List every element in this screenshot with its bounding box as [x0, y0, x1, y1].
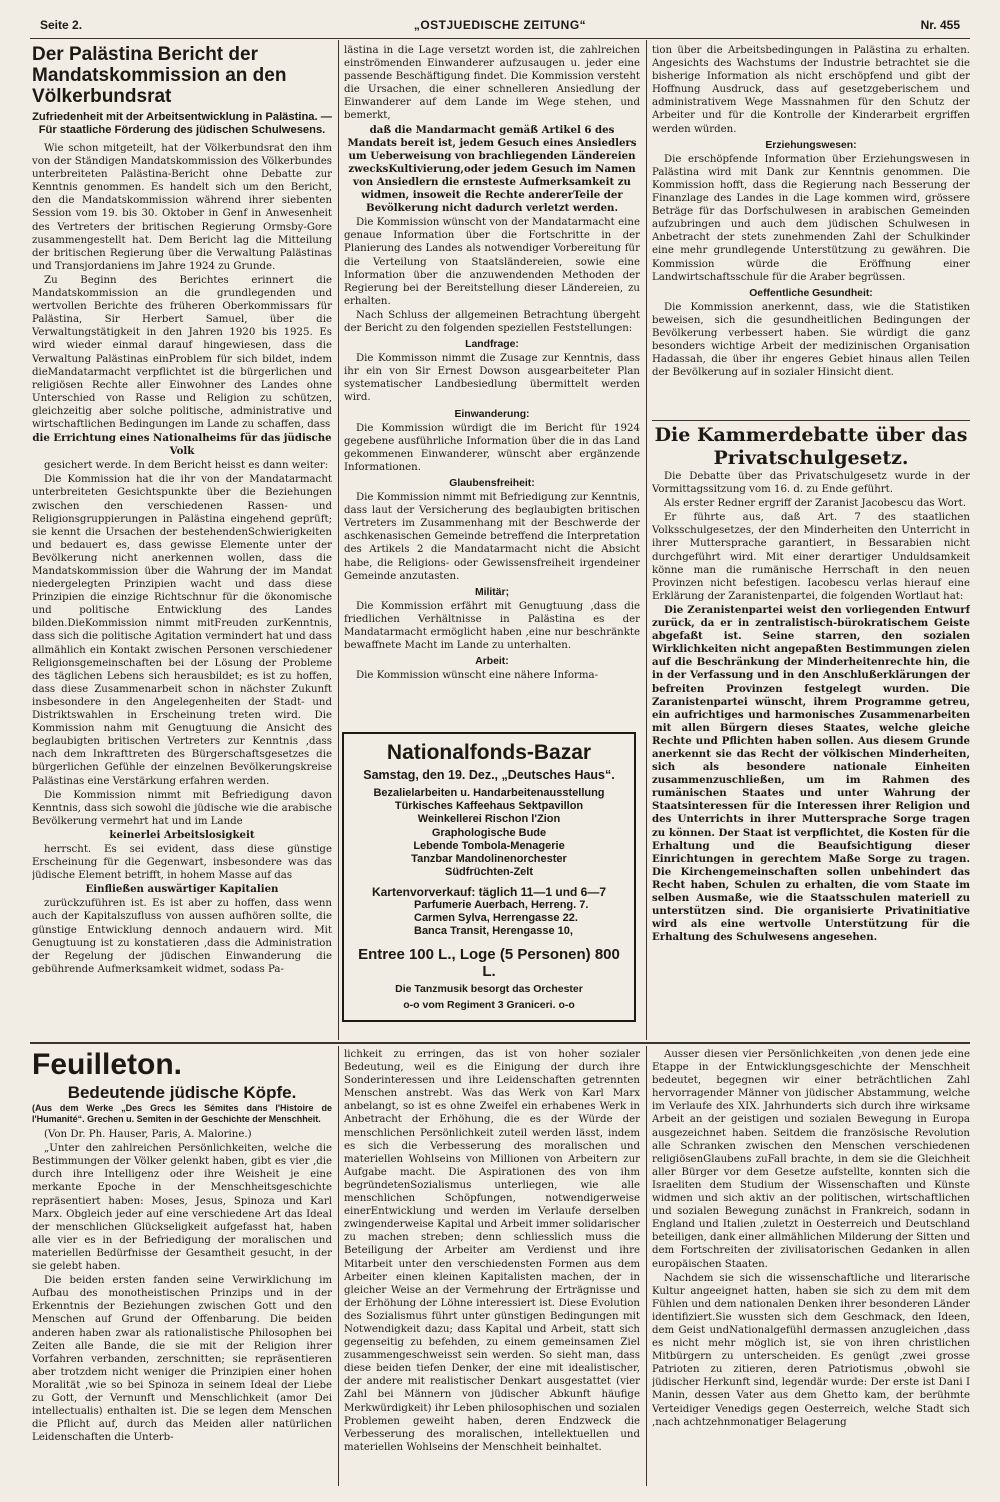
- article-kammerdebatte: [652, 424, 970, 1038]
- lead-line: die Errichtung eines Nationalheims für das jüdische Volk: [32, 432, 332, 458]
- paragraph: Wie schon mitgeteilt, hat der Völkerbundsrat den ihm von der Ständigen Mandatskommission des Völkerbundes unterbreiteten Palästina-Bericht ohne Debatte zur Kenntnis genommen. Es handelt sich um den Bericht, den die Mandatskommission während ihrer siebenten Session vom 19. bis 30. Oktober in Genf in Anwesenheit des Vertreters der britischen Regierung Ormsby-Gore zusammengestellt hat. Dem Bericht lag die Mitteilung der britischen Regierung über die Verwaltung Palästinas und Transjordaniens im Jahre 1924 zu Grunde.: [32, 143, 332, 272]
- article-palestine-column-2: [344, 44, 640, 724]
- ad-venue: Carmen Sylva, Herrengasse 22.: [414, 912, 578, 925]
- ad-presale: Kartenvorverkauf: täglich 11—1 und 6—7: [371, 885, 607, 900]
- section-heading: Militär;: [474, 586, 510, 598]
- column-rule: [646, 1046, 647, 1486]
- feuilleton-title: Bedeutende jüdische Köpfe.: [67, 1083, 297, 1102]
- ad-program-item: Lebende Tombola-Menagerie: [413, 839, 565, 852]
- paragraph: Die Kommission erfährt mit Genugtuung ,dass die friedlichen Verhältnisse in Palästina es der Mandatarmacht ermöglicht haben ,eine nur beschränkte bewaffnete Macht im Lande zu unterhalten.: [344, 600, 640, 652]
- column-rule: [338, 40, 339, 1040]
- paragraph: Nachdem sie sich die wissenschaftliche und literarische Kultur angeeignet hatten, haben sie sich zu dem mit dem Fühlen und dem nationalen Denken ihrer besonderen Länder identifiziert.Sie wussten sich dem Geschmack, den Ideen, dem Geist undNationalgefühl dermassen anzugleichen ,dass es nicht mehr möglich ist, sie von ihren christlichen Mitbürgern zu unterscheiden. Es genügt ,zwei grosse Patrioten zu zitieren, deren Patriotismus ,obwohl sie jüdischer Herkunft sind, legendär wurde: Der erste ist Dani I Manin, dessen Vater aus dem Ghetto kam, der berühmte Verteidiger Venedigs gegen Oesterreich, welche Stadt sich ,nach achtzehnmonatiger Belagerung: [652, 1272, 970, 1428]
- paragraph: Die Kommission hat die ihr von der Mandatarmacht unterbreiteten Gesichtspunkte über die Beziehungen zwischen den verschiedenen Rassen- und Religionsgruppierungen in Palästina eingehend geprüft; sie kennt die Ursachen der bestehendenSchwierigkeiten und bedauert es, dass gewisse Elemente unter der Bevölkerung nicht anerkennen wollen, dass die Mandatskommission über die Wahrung der im Mandat niedergelegten Prinzipien wacht und dass diese Prinzipien die einzige Richtschnur für die ökonomische und politische Entwicklung des Landes bilden.DieKommission nimmt mitFreuden zurKenntnis, dass sich die politische Agitation vermindert hat und dass allmählich ein Kontakt zwischen Personen verschiedener Religionsgemeinschaften bei der Lösung der Probleme des täglichen Lebens sich herausbildet; es ist zu hoffen, dass diese Zusammenarbeit schon in nächster Zukunft insbesondere in den Angelegenheiten der Stadt- und Distriktswahlen in Erscheinung treten wird. Die Kommission nahm mit Genugtuung die Ansicht des beglaubigten britischen Vertreters zur Kenntnis ,dass nach dem Inkrafttreten des Bürgerschaftsgesetzes die bürgerlichen Gefühle der einzelnen Bevölkerungskreise Palästinas eine Verstärkung erfahren werden.: [32, 474, 332, 787]
- ad-music: o-o vom Regiment 3 Graniceri. o-o: [403, 998, 575, 1011]
- section-heading: Landfrage:: [465, 339, 519, 351]
- paragraph: Er führte aus, daß Art. 7 des staatlichen Volksschulgesetzes, der den Minderheiten den Unterricht in ihrer Muttersprache garantiert, in Bessarabien nicht durchgeführt wird. Mit einer derartiger Unduldsamkeit könne man die rumänische Herrschaft in den neuen Provinzen nicht befestigen. Iacobescu verlas hierauf eine Erklärung der Zaranistenpartei, die folgenden Wortlaut hat:: [652, 512, 970, 602]
- section-heading: Erziehungswesen:: [765, 139, 857, 151]
- paragraph: lichkeit zu erringen, das ist von hoher sozialer Bedeutung, weil es die Einigung der durch ihre Sonderinteressen und ihre Leidenschaften getrennten Menschen anstrebt. Was das Werk von Karl Marx anbelangt, so ist es ohne Zweifel ein erhabenes Werk in Anbetracht der Erhöhung, die es der Würde der menschlichen Persönlichkeit zuteil werden lässt, indem es sich die Verbesserung des moralischen und materiellen Wohlseins von Millionen von Arbeitern zur Aufgabe macht. Die Aspirationen des von ihm begründetenSozialismus unterliegen, wie alle menschlichen Schöpfungen, notwendigerweise einerEntwicklung und werden im Verlaufe derselben zwingenderweise Kapital und Arbeit immer solidarischer zu machen streben; denn schliesslich muss die Beteiligung der Arbeiter am Verdienst und ihre Mitarbeit unter den verschiedensten Formen aus dem Arbeiter einen kleinen Kapitalisten machen, der in gleicher Weise an der Vermehrung der Erträgnisse und der Erhöhung der Löhne interessiert ist. Diese Evolution des Sozialismus führt unter günstigen Bedingungen mit Notwendigkeit dazu; dass Kapital und Arbeit, statt sich gegenseitig zu befehden, zu einem gemeinsamen Ziel zusammengeschweisst sein werden. So sieht man, dass diese beiden tiefen Denker, der eine mit idealistischer, der andere mit realistischer Denkart ausgestattet (vier Zahl bei Männern von jüdischer Abkunft häufige Merkwürdigkeit) ihr Leben philosophischen und sozialen Problemen geweiht haben, deren Endzweck die Verbesserung des moralischen, intellektuellen und materiellen Wohlseins der Menschheit beinhaltet.: [344, 1049, 640, 1453]
- feuilleton-source: (Aus dem Werke „Des Grecs les Sémites dans l'Histoire de l'Humanité“. Grechen u. Semiten in der Geschichte der Menschheit.: [32, 1103, 332, 1125]
- ad-program-item: Graphologische Bude: [431, 826, 547, 839]
- ad-entree: Entree 100 L., Loge (5 Personen) 800 L.: [358, 946, 620, 981]
- bold-passage: daß die Mandarmacht gemäß Artikel 6 des Mandats bereit ist, jedem Gesuch eines Ansiedlers um Ueberweisung von brachliegenden Ländereien zwecksKultivierung,oder jedem Gesuch im Namen von Ansiedlern die ernsteste Aufmerksamkeit zu widmen, insoweit die Rechte andererTeile der Bevölkerung nicht dadurch verletzt werden.: [347, 123, 637, 215]
- article-subheadline: Zufriedenheit mit der Arbeitsentwicklung in Palästina. — Für staatliche Förderung des jüdischen Schulwesens.: [32, 111, 332, 136]
- paragraph: „Unter den zahlreichen Persönlichkeiten, welche die Bestimmungen der Völker gelenkt haben, gibt es vier ,die durch ihre Intelligenz oder ihre Weisheit je eine merkante Epoche in der Menschheitsgeschichte repräsentiert haben: Moses, Jesus, Spinoza und Karl Marx. Obgleich jeder auf eine verschiedene Art das Ideal der menschlichen Glückseligkeit aufgefasst hat, haben alle vier es in der Befriedigung der moralischen und materiellen Bedürfnisse der Gesamtheit gesucht, in der sie gelebt haben.: [32, 1143, 332, 1273]
- section-heading: Arbeit:: [475, 656, 509, 668]
- feuilleton-column-3: [652, 1048, 970, 1488]
- issue-number: Nr. 455: [920, 18, 960, 32]
- section-heading: Einwanderung:: [454, 408, 530, 420]
- paragraph: Zu Beginn des Berichtes erinnert die Mandatskommission an die grundlegenden und wertvollen Berichte des früheren Oberkommissars für Palästina, Sir Herbert Samuel, über die Verwaltungstätigkeit in den Jahren 1920 bis 1925. Es wird wieder einmal darauf hingewiesen, dass die Verwaltung Palästinas einProblem für sich bildet, indem dieMandatarmacht verpflichtet ist die bürgerlichen und religiösen Rechte aller Einwohner des Landes ohne Unterschied von Rasse und Religion zu schützen, gleichzeitig aber solche politische, administrative und wirtschaftlichen Bedingungen im Lande zu schaffen, dass: [32, 274, 332, 430]
- bazar-advertisement: [342, 732, 636, 1022]
- newspaper-name: „OSTJUEDISCHE ZEITUNG“: [413, 18, 587, 32]
- paragraph: Die Kommission nimmt mit Befriedigung zur Kenntnis, dass laut der Versicherung des beglaubigten britischen Vertreters im Zusammenhang mit der Beschwerde der aschkenasischen Gemeinde betreffend die Interpretation des Artikels 2 die Mandatarmacht nicht die Absicht habe, die Religions- oder Gewissensfreiheit irgendeiner Gemeinde anzutasten.: [344, 492, 640, 582]
- paragraph: herrscht. Es sei evident, dass diese günstige Erscheinung für die Gegenwart, insbesondere was das jüdische Element betrifft, in hohem Masse auf das: [32, 843, 332, 882]
- column-rule: [646, 40, 647, 1040]
- feuilleton-column-2: [344, 1048, 640, 1488]
- article-headline: Die Kammerdebatte über das Privatschulgesetz.: [654, 424, 968, 469]
- header-rule: [30, 38, 970, 39]
- paragraph: lästina in die Lage versetzt worden ist, die zahlreichen einströmenden Einwanderer aufzusaugen u. jeder eine passende Beschäftigung findet. Die Kommission versteht die Ursachen, die einer schnelleren Ansiedlung der Einwanderer auf dem Lande im Wege stehen, und bemerkt,: [344, 45, 640, 122]
- ad-music: Die Tanzmusik besorgt das Orchester: [395, 983, 583, 996]
- paragraph: tion über die Arbeitsbedingungen in Palästina zu erhalten. Angesichts des Wachstums der Industrie betrachtet sie die bisherige Information als nicht erschöpfend und gibt der Hoffnung Ausdruck, dass auf gesetzgeberischem und administrativem Wege Massnahmen für den Schutz der Arbeiter und für die Kontrolle der Kinderarbeit ergriffen werden würden.: [652, 45, 970, 135]
- article-palestine-column-3: [652, 44, 970, 418]
- ad-program-item: Bezalielarbeiten u. Handarbeitenausstellung: [373, 787, 605, 799]
- ad-venue: Banca Transit, Herengasse 10,: [414, 925, 573, 938]
- paragraph: Die Debatte über das Privatschulgesetz wurde in der Vormittagssitzung vom 16. d. zu Ende geführt.: [652, 471, 970, 496]
- feuilleton-column-1: [32, 1048, 332, 1488]
- paragraph: Als erster Redner ergriff der Zaranist Jacobescu das Wort.: [664, 498, 966, 510]
- page-number: Seite 2.: [40, 18, 83, 32]
- feuilleton-heading: Feuilleton.: [32, 1048, 182, 1081]
- bold-passage: Die Zeranistenpartei weist den vorliegenden Entwurf zurück, da er in zentralistisch-bürokratischem Geiste abgefaßt ist. Seine starren, den sozialen Wirklichkeiten nicht angepaßten Bestimmungen zielen auf die Beschränkung der Minderheitenrechte hin, die in der Verfassung und in den Anschlußerklärungen der befreiten Provinzen festgelegt wurden. Die Zaranistenpartei wünscht, ihrem Programme getreu, ein aufrichtiges und harmonisches Zusammenarbeiten mit allen Bürgern dieses Staates, welche gleiche Rechte und Pflichten haben sollen. Aus diesem Grunde anerkennt sie das Recht der völkischen Minderheiten, sich als besondere nationale Einheiten zusammenzuschließen, um im Rahmen des rumänischen Staates und unter Wahrung der Staatsinteressen für die Interessen ihrer Religion und des Unterrichts in ihrer Muttersprache Sorge tragen zu können. Der Staat ist verpflichtet, die Kosten für die Erhaltung und die Beaufsichtigung dieser Einrichtungen in gerechtem Maße Sorge zu tragen. Die Kirchengemeinschaften sollen unbehindert das Recht haben, Schulen zu erhalten, die vom Staate im selben Ausmaße, wie die Staatsschulen materiell zu unterstützen sind. Die organisierte Privatinitiative wird als eine wertvolle Unterstützung für die Erhaltung des Schulwesens angesehen.: [652, 603, 970, 944]
- paragraph: Die Kommission würdigt die im Bericht für 1924 gegebene ausführliche Information über die in das Land gekommenen Einwanderer, wünscht aber ergänzende Informationen.: [344, 422, 640, 473]
- paragraph: Die Kommission wünscht von der Mandatarmacht eine genaue Information über die Fortschritte in der Planierung des Landes als notwendiger Vorbereitung für die Verteilung von Staatsländereien, sowie eine Information über die anzuwendenden Methoden der Regierung bei der Bereitstellung dieser Ländereien, zu erhalten.: [344, 217, 640, 307]
- ad-program-item: Türkisches Kaffeehaus Sektpavillon: [394, 800, 584, 813]
- lead-line: keinerlei Arbeitslosigkeit: [109, 828, 255, 841]
- paragraph: Die erschöpfende Information über Erziehungswesen in Palästina wird mit Dank zur Kenntnis genommen. Die Kommission hofft, dass die Regierung nach Besserung der Finanzlage des Landes in die Lage kommen wird, grössere Beträge für das Dorfschulwesen in arabischen Gemeinden aufzubringen und auch dem jüdischen Schulwesen in Anbetracht der stets zunehmenden Zahl der Schulkinder eine mehr grundlegende Unterstützung zu gewähren. Die Kommission würde die Eröffnung einer Landwirtschaftsschule für die Araber begrüssen.: [652, 153, 970, 283]
- column-rule: [338, 1046, 339, 1486]
- paragraph: Die Kommisson nimmt die Zusage zur Kenntnis, dass ihr ein von Sir Ernest Dowson ausgearbeiteter Plan systematischer Landbesiedlung übermittelt werden wird.: [344, 353, 640, 404]
- ad-title: Nationalfonds-Bazar: [386, 741, 592, 764]
- ad-program-item: Weinkellerei Rischon l'Zion: [417, 813, 561, 826]
- paragraph: Ausser diesen vier Persönlichkeiten ,von denen jede eine Etappe in der Entwicklungsgeschichte der Menschheit bedeutet, begegnen wir einer beträchtlichen Zahl hervorragender Männer von jüdischer Abstammung, welche im Verlaufe des XIX. Jahrhunderts sich durch ihre wirksame Arbeit an der geistigen und sozialen Bewegung in Europa ausgezeichnet haben. Seitdem die französische Revolution alle Schranken zwischen den Menschen verschiedenen religiösenGlaubens zuFall brachte, in dem sie die Gleichheit aller Bürger vor dem Gesetze aufstellte, konnten sich die Israeliten dem Studium der Wissenschaften und Künste widmen und sich aktiv an der politischen, wirtschaftlichen und sozialen Bewegung zunächst in Frankreich, sodann in England und Italien ,zuletzt in Oesterreich und Deutschland beteiligen, dank einer allmählichen Milderung der Sitten und dem Fortschreiten der zivilisatorischen Gedanken in allen europäischen Staaten.: [652, 1049, 970, 1270]
- paragraph: Die beiden ersten fanden seine Verwirklichung im Aufbau des monotheistischen Prinzips und in der Erkenntnis der Beziehungen zwischen Gott und den Menschen auf Grund der Offenbarung. Die beiden anderen haben zwar als rationalistische Philosophen bei Zeiten alle Bande, die sie mit der Religion ihrer Vorfahren verbanden, zerschnitten; sie repräsentieren aber trotzdem nicht weniger die Prinzipien einer hohen Moralität ,wie so bei Spinoza in seinem Ideal der Liebe zu Gott, der Vernunft und Menschlichkeit (amor Dei intellectualis) enthalten ist. Die se legen dem Menschen die Pflicht auf, durch das Meiden aller natürlichen Leidenschaften die Unterb-: [32, 1275, 332, 1444]
- paragraph: Die Kommission anerkennt, dass, wie die Statistiken beweisen, sich die gesundheitlichen Bedingungen der Bevölkerung verbessert haben. Sie würdigt die ganz besonders wichtige Arbeit der medizinischen Organisation Hadassah, die über ihr engeres Gebiet hinaus allen Teilen der Bevölkerung auf in sozialer Hinsicht dient.: [652, 301, 970, 379]
- feuilleton-author: (Von Dr. Ph. Hauser, Paris, A. Malorine.): [44, 1129, 252, 1141]
- paragraph: gesichert werde. In dem Bericht heisst es dann weiter:: [44, 460, 329, 472]
- paragraph: Die Kommission nimmt mit Befriedigung davon Kenntnis, dass sich sowohl die jüdische wie die arabische Bevölkerung vermehrt hat und im Lande: [32, 789, 332, 827]
- ad-date: Samstag, den 19. Dez., „Deutsches Haus“.: [363, 768, 615, 782]
- running-header: [40, 14, 960, 36]
- article-headline: Der Palästina Bericht der Mandatskommission an den Völkerbundsrat: [32, 44, 287, 107]
- ad-venue: Parfumerie Auerbach, Herreng. 7.: [414, 899, 589, 912]
- section-heading: Glaubensfreiheit:: [449, 478, 535, 489]
- article-palestine-column-1: [32, 44, 332, 1039]
- section-heading: Oeffentliche Gesundheit:: [749, 287, 873, 299]
- paragraph: Die Kommission wünscht eine nähere Informa-: [356, 670, 599, 682]
- ad-program-item: Tanzbar Mandolinenorchester: [411, 853, 567, 866]
- paragraph: Nach Schluss der allgemeinen Betrachtung übergeht der Bericht zu den folgenden speziellen Feststellungen:: [344, 309, 640, 334]
- feuilleton-rule: [30, 1042, 970, 1044]
- ad-program-item: Südfrüchten-Zelt: [445, 866, 533, 879]
- lead-line: Einfließen auswärtiger Kapitalien: [85, 883, 279, 896]
- paragraph: zurückzuführen ist. Es ist aber zu hoffen, dass wenn auch der Kapitalszufluss von aussen aufhören sollte, die günstige Entwicklung dennoch andauern wird. Mit Genugtuung ist zu konstatieren ,dass die Administration der Regelung der jüdischen Einwanderung die gebührende Aufmerksamkeit widmet, sodass Pa-: [32, 898, 332, 975]
- article-rule: [652, 420, 970, 421]
